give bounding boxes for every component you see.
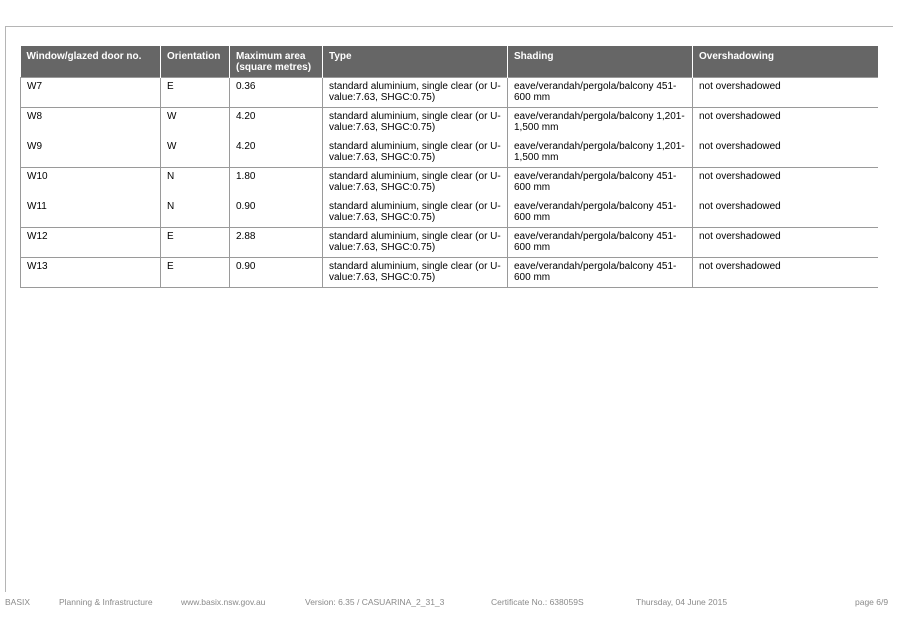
cell-overshadowing: not overshadowed xyxy=(693,138,878,168)
cell-window-no: W8 xyxy=(21,108,161,138)
table-row xyxy=(21,258,878,288)
header-orientation: Orientation xyxy=(161,46,230,78)
header-type: Type xyxy=(323,46,508,78)
cell-type: standard aluminium, single clear (or U-value:7.63, SHGC:0.75) xyxy=(323,258,508,288)
cell-overshadowing: not overshadowed xyxy=(693,198,878,228)
cell-type: standard aluminium, single clear (or U-value:7.63, SHGC:0.75) xyxy=(323,78,508,108)
cell-window-no: W7 xyxy=(21,78,161,108)
cell-orientation: W xyxy=(161,138,230,168)
cell-orientation: N xyxy=(161,198,230,228)
cell-shading: eave/verandah/pergola/balcony 1,201-1,500 mm xyxy=(508,108,693,138)
table-row xyxy=(21,198,878,228)
footer-program: BASIX xyxy=(5,597,31,607)
cell-area: 4.20 xyxy=(230,108,323,138)
cell-orientation: E xyxy=(161,228,230,258)
footer-date: Thursday, 04 June 2015 xyxy=(636,597,728,607)
cell-overshadowing: not overshadowed xyxy=(693,168,878,198)
cell-overshadowing: not overshadowed xyxy=(693,258,878,288)
footer-certificate: Certificate No.: 638059S xyxy=(491,597,584,607)
header-window-no: Window/glazed door no. xyxy=(21,46,161,78)
cell-shading: eave/verandah/pergola/balcony 451-600 mm xyxy=(508,198,693,228)
cell-type: standard aluminium, single clear (or U-value:7.63, SHGC:0.75) xyxy=(323,138,508,168)
header-maximum-area: Maximum area (square metres) xyxy=(230,46,323,78)
cell-shading: eave/verandah/pergola/balcony 451-600 mm xyxy=(508,228,693,258)
table-row xyxy=(21,168,878,198)
footer-department: Planning & Infrastructure xyxy=(59,597,153,607)
cell-orientation: E xyxy=(161,258,230,288)
cell-orientation: N xyxy=(161,168,230,198)
cell-area: 4.20 xyxy=(230,138,323,168)
cell-overshadowing: not overshadowed xyxy=(693,228,878,258)
cell-shading: eave/verandah/pergola/balcony 451-600 mm xyxy=(508,78,693,108)
table-row xyxy=(21,108,878,138)
cell-type: standard aluminium, single clear (or U-value:7.63, SHGC:0.75) xyxy=(323,198,508,228)
cell-window-no: W11 xyxy=(21,198,161,228)
cell-shading: eave/verandah/pergola/balcony 1,201-1,500 mm xyxy=(508,138,693,168)
cell-overshadowing: not overshadowed xyxy=(693,108,878,138)
cell-area: 0.36 xyxy=(230,78,323,108)
cell-orientation: W xyxy=(161,108,230,138)
glazing-table xyxy=(20,46,878,288)
page-footer xyxy=(0,597,898,611)
cell-window-no: W12 xyxy=(21,228,161,258)
cell-shading: eave/verandah/pergola/balcony 451-600 mm xyxy=(508,168,693,198)
cell-window-no: W10 xyxy=(21,168,161,198)
cell-window-no: W13 xyxy=(21,258,161,288)
cell-area: 0.90 xyxy=(230,198,323,228)
footer-website-link[interactable]: www.basix.nsw.gov.au xyxy=(181,597,266,607)
cell-type: standard aluminium, single clear (or U-value:7.63, SHGC:0.75) xyxy=(323,228,508,258)
cell-window-no: W9 xyxy=(21,138,161,168)
cell-area: 2.88 xyxy=(230,228,323,258)
footer-page-number: page 6/9 xyxy=(855,597,889,607)
footer-version: Version: 6.35 / CASUARINA_2_31_3 xyxy=(305,597,445,607)
table-row xyxy=(21,228,878,258)
cell-shading: eave/verandah/pergola/balcony 451-600 mm xyxy=(508,258,693,288)
header-shading: Shading xyxy=(508,46,693,78)
cell-area: 1.80 xyxy=(230,168,323,198)
table-row xyxy=(21,78,878,108)
table-row xyxy=(21,138,878,168)
cell-orientation: E xyxy=(161,78,230,108)
cell-type: standard aluminium, single clear (or U-value:7.63, SHGC:0.75) xyxy=(323,108,508,138)
cell-area: 0.90 xyxy=(230,258,323,288)
cell-type: standard aluminium, single clear (or U-value:7.63, SHGC:0.75) xyxy=(323,168,508,198)
cell-overshadowing: not overshadowed xyxy=(693,78,878,108)
table-header-row xyxy=(21,46,878,78)
header-overshadowing: Overshadowing xyxy=(693,46,878,78)
